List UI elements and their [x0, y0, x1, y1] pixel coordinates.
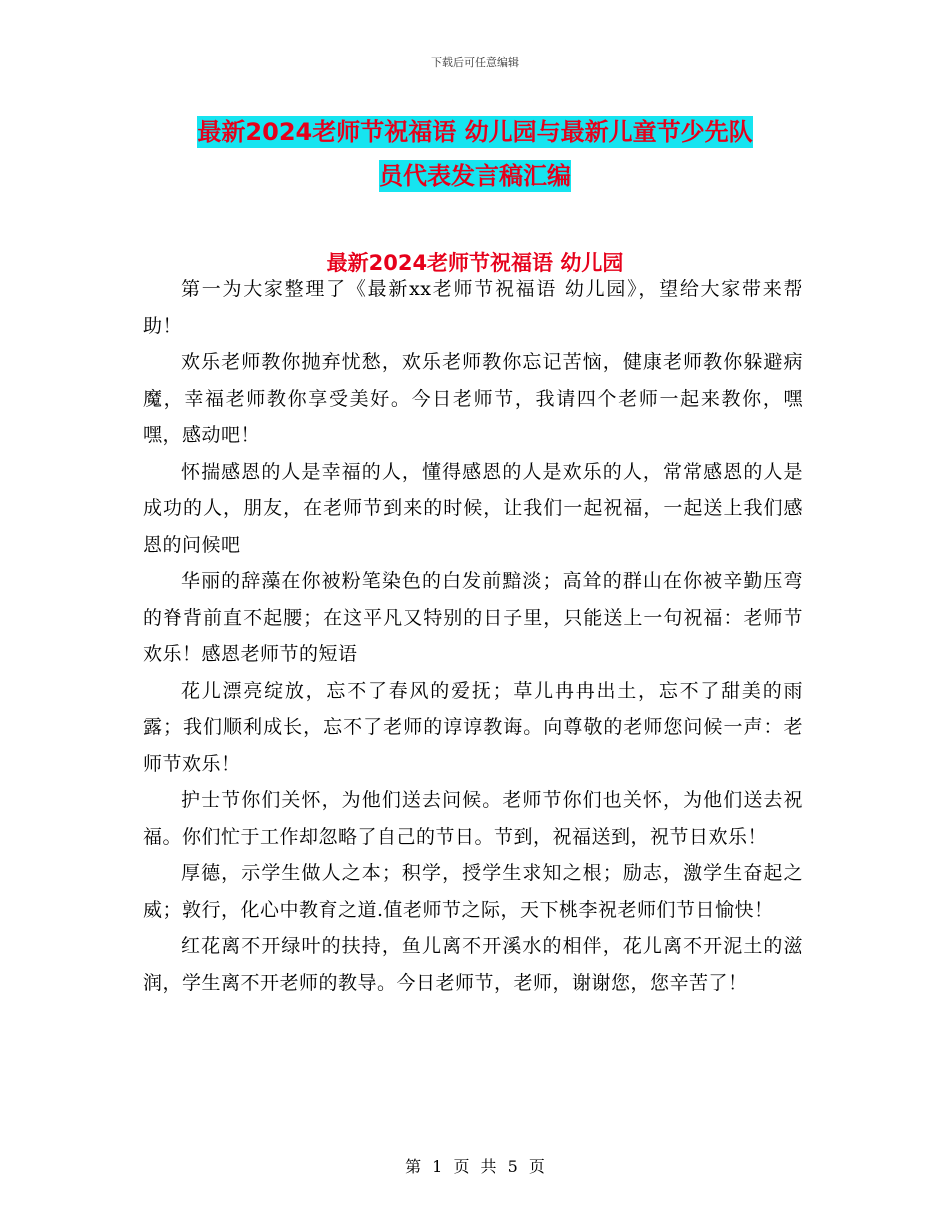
paragraph: 厚德，示学生做人之本；积学，授学生求知之根；励志，激学生奋起之威；敦行，化心中教育之道.值老师节之际，天下桃李祝老师们节日愉快！ — [143, 862, 803, 921]
paragraph: 第一为大家整理了《最新xx老师节祝福语 幼儿园》，望给大家带来帮助！ — [143, 278, 803, 337]
page-number: 第 1 页 共 5 页 — [405, 1157, 545, 1176]
document-title — [145, 110, 805, 198]
document-body — [143, 271, 803, 1001]
paragraph: 怀揣感恩的人是幸福的人，懂得感恩的人是欢乐的人，常常感恩的人是成功的人，朋友，在老师节到来的时候，让我们一起祝福，一起送上我们感恩的问候吧 — [143, 460, 803, 556]
page-header-note: 下载后可任意编辑 — [431, 56, 519, 69]
document-title-line-2: 员代表发言稿汇编 — [379, 162, 571, 190]
paragraph: 护士节你们关怀，为他们送去问候。老师节你们也关怀，为他们送去祝福。你们忙于工作却忽略了自己的节日。节到，祝福送到，祝节日欢乐！ — [143, 789, 803, 848]
paragraph: 欢乐老师教你抛弃忧愁，欢乐老师教你忘记苦恼，健康老师教你躲避病魔，幸福老师教你享受美好。今日老师节，我请四个老师一起来教你，嘿嘿，感动吧！ — [143, 351, 803, 446]
paragraph: 红花离不开绿叶的扶持，鱼儿离不开溪水的相伴，花儿离不开泥土的滋润，学生离不开老师的教导。今日老师节，老师，谢谢您，您辛苦了！ — [143, 935, 803, 994]
paragraph: 花儿漂亮绽放，忘不了春风的爱抚；草儿冉冉出土，忘不了甜美的雨露；我们顺利成长，忘不了老师的谆谆教诲。向尊敬的老师您问候一声：老师节欢乐！ — [143, 679, 803, 775]
document-title-line-1: 最新2024老师节祝福语 幼儿园与最新儿童节少先队 — [197, 118, 753, 146]
paragraph: 华丽的辞藻在你被粉笔染色的白发前黯淡；高耸的群山在你被辛勤压弯的脊背前直不起腰；在这平凡又特别的日子里，只能送上一句祝福：老师节欢乐！感恩老师节的短语 — [143, 570, 803, 665]
section-heading: 最新2024老师节祝福语 幼儿园 — [326, 251, 624, 275]
